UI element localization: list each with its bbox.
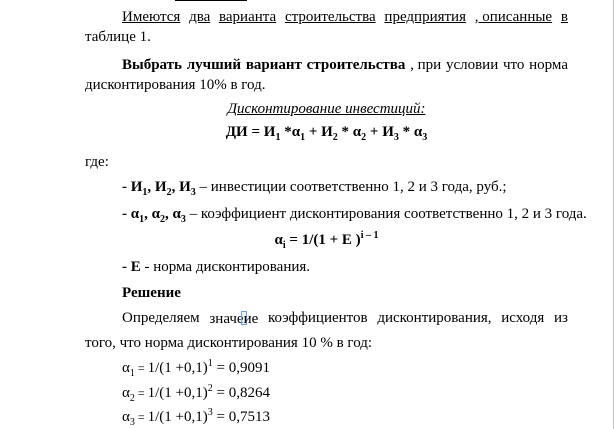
def-part: , И [171,179,191,195]
def-part: - α [122,206,140,222]
word: , описанные [474,9,553,25]
def-part: , α [165,206,181,222]
definition-investments [122,179,507,198]
superscript: 1 [207,358,213,369]
calc-part: α [122,385,130,401]
word-part: ие [243,311,259,327]
def-part: , α [144,206,160,222]
formula-di [85,124,568,143]
word: в [560,9,568,25]
subscript: 1 [129,368,135,379]
calc-part: α [122,360,130,376]
formula-part: * α [337,124,362,140]
formula-part: *α [280,124,301,140]
calc-part: 1/(1 +0,1) [147,360,208,376]
subscript: 1 [142,187,148,198]
word: вариант [245,57,302,73]
calc-result: = 0,7513 [212,409,270,425]
formula-part: + И [366,124,394,140]
calc-row [122,383,270,404]
word: два [189,9,211,25]
definition-rate [122,260,310,275]
def-text: – инвестиции соответственно 1, 2 и 3 года, руб.; [195,179,507,195]
subscript: 3 [180,214,186,225]
calc-part: 1/(1 +0,1) [147,385,208,401]
section-heading: Дисконтирование инвестиций: [227,101,426,117]
calc-result: = 0,8264 [212,385,270,401]
intro-line-2: таблице 1. [85,29,151,45]
calc-part: = [134,386,148,400]
word: Имеются [122,9,181,25]
subscript: 2 [129,393,135,404]
subscript: 3 [393,132,399,143]
word: строительства [306,57,406,73]
def-text: - норма дисконтирования. [140,259,311,275]
subscript: 3 [422,132,428,143]
word-part: значе [209,311,244,327]
subscript: 2 [361,132,367,143]
calc-part: 1/(1 +0,1) [147,409,208,425]
word: исходя [501,310,545,326]
word [209,311,258,327]
solution-line-1 [122,311,568,327]
superscript: 2 [207,383,213,394]
subscript: i [282,240,286,251]
word: из [554,310,568,326]
word: варианта [219,9,277,25]
definition-coefficients [122,206,587,225]
task-line-1 [122,58,568,73]
solution-line-2: того, что норма дисконтирования 10 % в год: [85,335,373,351]
word: предприятия [384,9,466,25]
word: , при [410,57,442,73]
subscript: 3 [190,187,196,198]
word: строительства [284,9,376,25]
word: условии [445,57,499,73]
formula-part: ДИ = И [225,124,276,140]
def-part: - Е [122,259,141,275]
word: лучший [186,57,242,73]
word: коэффициентов [268,310,368,326]
formula-alpha [85,230,568,251]
formula-part: = 1/(1 + Е ) [285,232,361,248]
calc-part: = [134,361,148,375]
calc-part: α [122,409,130,425]
formula-part: α [274,232,283,248]
superscript: 3 [207,407,213,418]
formula-part: * α [398,124,423,140]
calc-row [122,407,270,428]
calc-result: = 0,9091 [212,360,270,376]
subscript: 1 [275,132,281,143]
subscript: 2 [332,132,338,143]
subscript: 2 [166,187,172,198]
top-rule [175,0,247,1]
intro-line-1 [122,10,568,25]
word: норма [529,57,568,73]
def-text: – коэффициент дисконтирования соответственно 1, 2 и 3 года. [185,206,587,222]
formula-part: + И [305,124,333,140]
calc-row [122,358,270,379]
word: дисконтирования, [377,310,492,326]
subscript: 1 [300,132,306,143]
subscript: 1 [139,214,145,225]
word: что [502,57,525,73]
solution-heading: Решение [122,285,181,301]
def-part: - И [122,179,143,195]
superscript: i – 1 [360,230,379,241]
def-part: , И [147,179,167,195]
subscript: 3 [129,417,135,428]
subscript: 2 [160,214,165,225]
where-label: где: [85,154,109,170]
calc-part: = [134,410,148,424]
word: Выбрать [122,57,182,73]
task-line-2: дисконтирования 10% в год. [85,77,266,93]
word: Определяем [122,310,200,326]
